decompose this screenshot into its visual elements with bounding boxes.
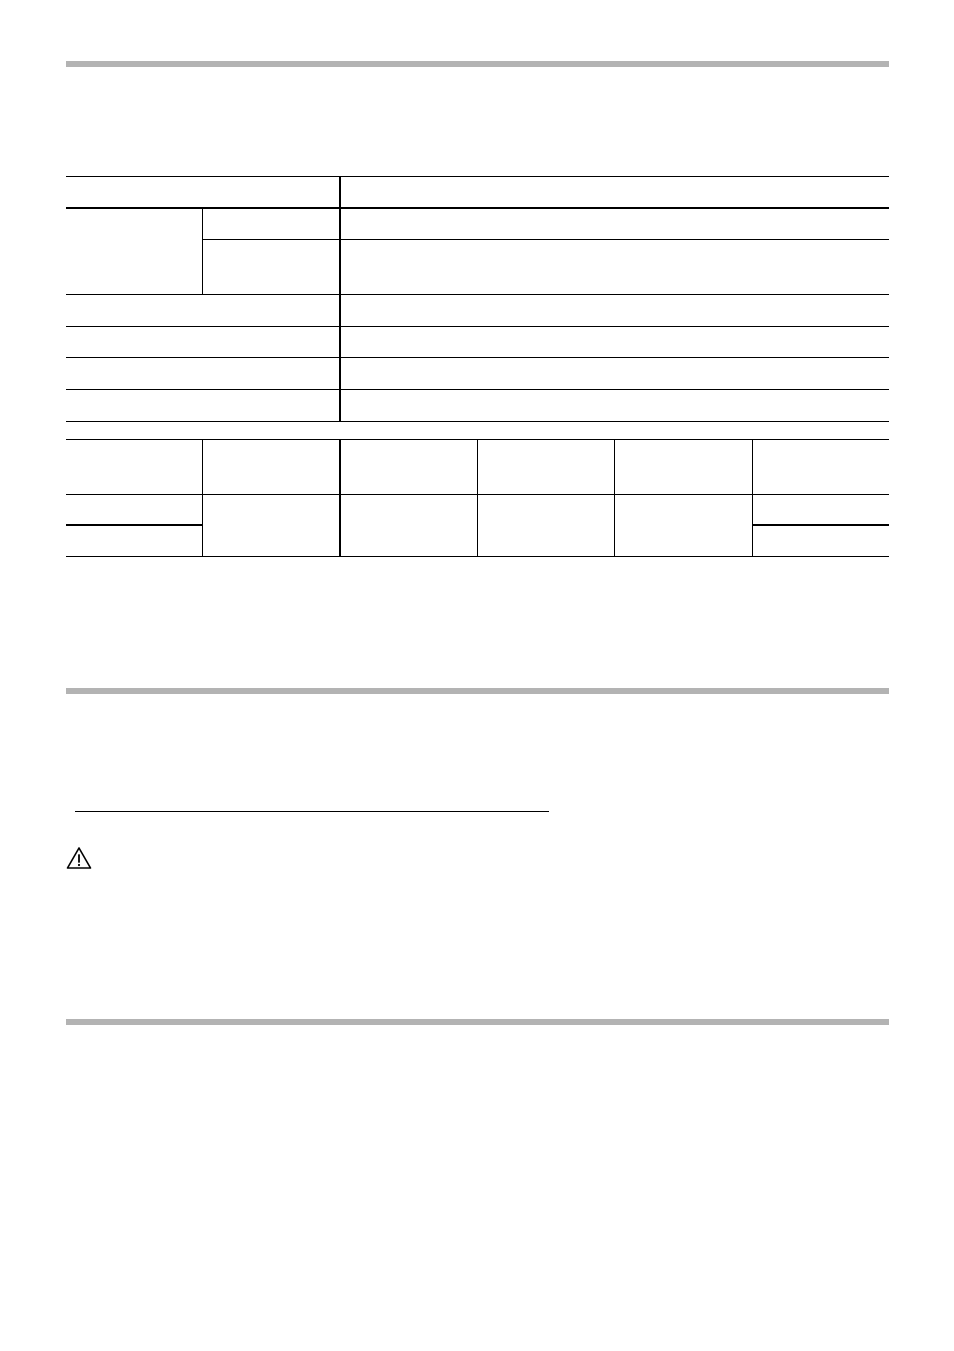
spec-row-label — [66, 327, 339, 357]
grid-header — [615, 441, 752, 494]
grid-cell — [66, 495, 202, 524]
heading-underline — [75, 811, 549, 812]
spec-row-sublabel — [203, 240, 339, 294]
warning-text — [98, 848, 888, 868]
spec-row-label — [66, 390, 339, 421]
warning-triangle-icon — [66, 846, 92, 870]
spec-row-sublabel — [203, 209, 339, 239]
spec-header-right — [341, 178, 889, 207]
spec-row-label — [66, 358, 339, 389]
spec-row-value — [341, 240, 889, 294]
spec-row-value — [341, 390, 889, 421]
spec-row-label — [66, 295, 339, 326]
spec-row-value — [341, 295, 889, 326]
table-rule — [66, 176, 889, 177]
grid-cell — [753, 526, 889, 556]
table-rule — [66, 556, 889, 557]
grid-cell — [203, 495, 339, 556]
grid-cell — [615, 495, 752, 556]
section-divider-1 — [66, 61, 889, 67]
spec-header-left — [66, 178, 339, 207]
grid-cell — [753, 495, 889, 524]
table-rule — [66, 421, 889, 422]
spec-row-value — [341, 327, 889, 357]
grid-cell — [66, 526, 202, 556]
section-divider-2 — [66, 688, 889, 694]
grid-header — [341, 441, 477, 494]
grid-header — [203, 441, 339, 494]
grid-header — [753, 441, 889, 494]
grid-header — [478, 441, 614, 494]
section-divider-3 — [66, 1019, 889, 1025]
spec-row-value — [341, 358, 889, 389]
spec-row-value — [341, 209, 889, 239]
grid-cell — [478, 495, 614, 556]
spec-row-label — [66, 209, 202, 294]
grid-header — [66, 441, 202, 494]
grid-cell — [341, 495, 477, 556]
